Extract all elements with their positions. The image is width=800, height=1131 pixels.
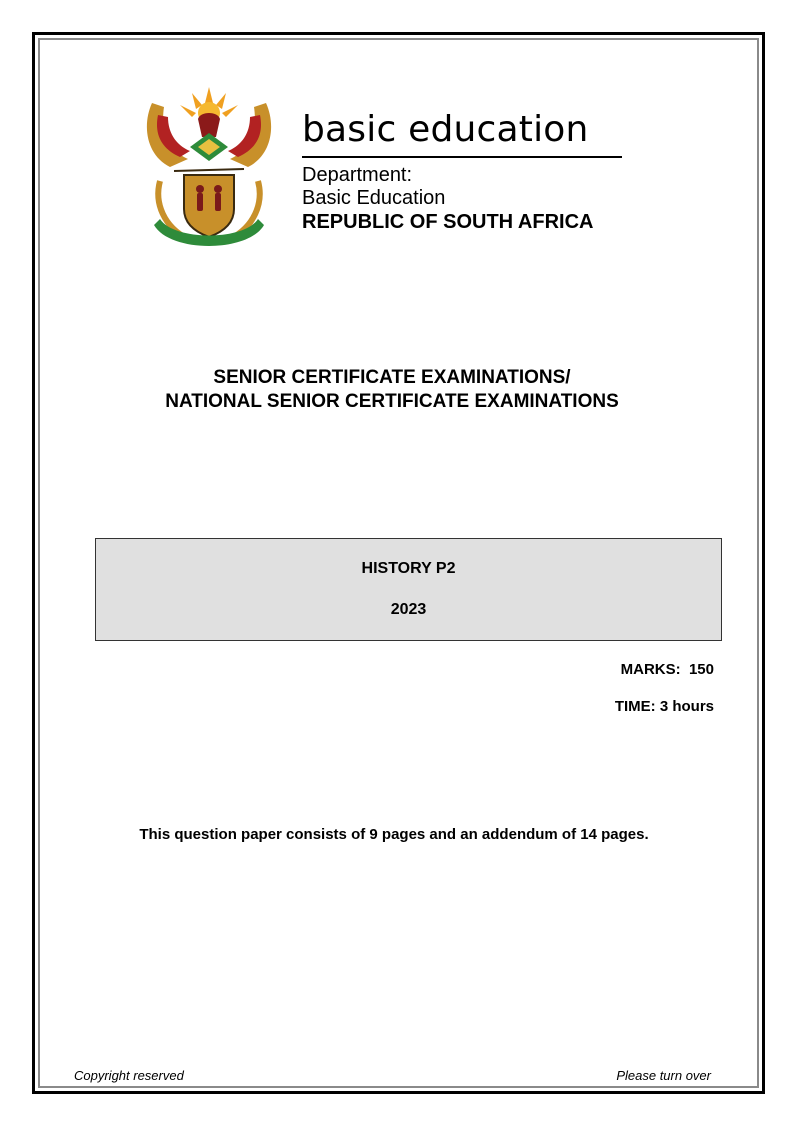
department-name: Basic Education <box>302 187 446 209</box>
footer-copyright: Copyright reserved <box>74 1068 184 1083</box>
subject-year: 2023 <box>390 601 427 618</box>
marks-total: MARKS: 150 <box>620 661 714 678</box>
time-allowed: TIME: 3 hours <box>614 698 714 715</box>
footer-turn-over: Please turn over <box>616 1068 711 1083</box>
exam-title-line1: SENIOR CERTIFICATE EXAMINATIONS/ <box>213 367 571 388</box>
subject-name: HISTORY P2 <box>361 560 456 577</box>
page-count-note: This question paper consists of 9 pages and an addendum of 14 pages. <box>139 826 649 843</box>
department-label: Department: <box>302 164 413 186</box>
country-name: REPUBLIC OF SOUTH AFRICA <box>302 211 594 233</box>
subject-box <box>95 538 722 641</box>
brand-title: basic education <box>302 112 622 158</box>
coat-of-arms-icon <box>140 85 278 255</box>
brand-block <box>302 109 622 234</box>
exam-title-line2: NATIONAL SENIOR CERTIFICATE EXAMINATIONS <box>165 391 619 412</box>
